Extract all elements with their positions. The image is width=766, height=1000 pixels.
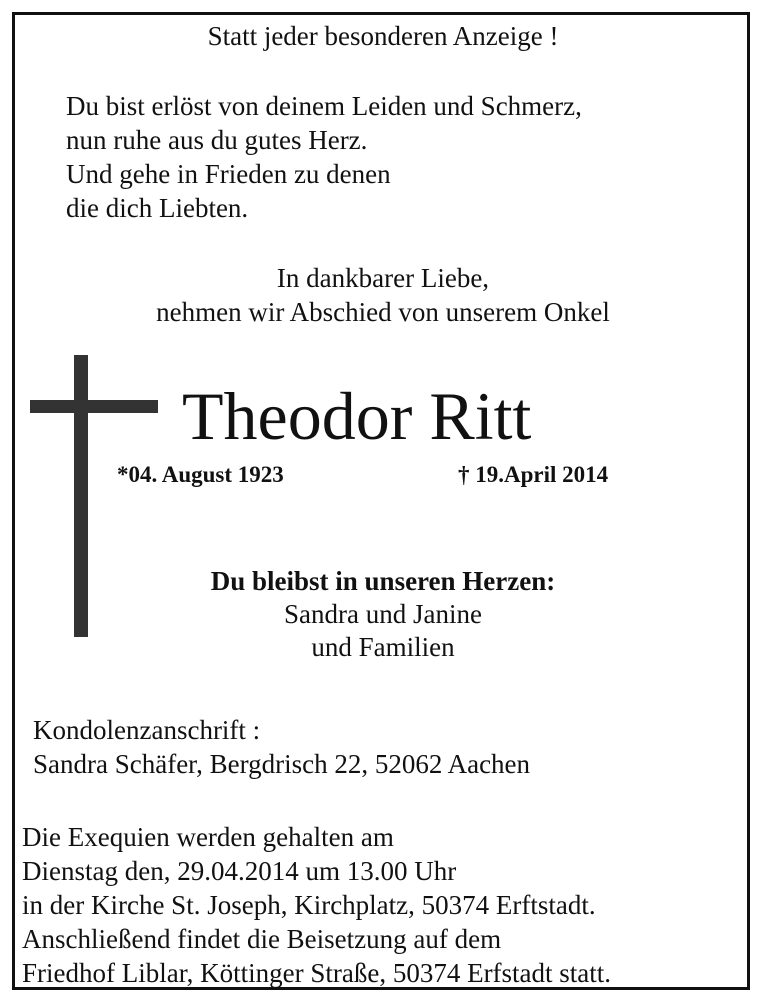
verse-block — [66, 89, 582, 225]
verse-line: Du bist erlöst von deinem Leiden und Schmerz, — [66, 91, 582, 121]
condolence-label: Kondolenzanschrift : — [33, 715, 261, 745]
intro-line: nehmen wir Abschied von unserem Onkel — [156, 297, 610, 327]
funeral-line: in der Kirche St. Joseph, Kirchplatz, 50374 Erftstadt. — [22, 890, 596, 920]
mourner-line: und Familien — [311, 632, 455, 662]
funeral-block — [22, 820, 611, 990]
deceased-name: Theodor Ritt — [182, 378, 532, 454]
cross-horizontal-beam — [30, 400, 158, 413]
remember-heading: Du bleibst in unseren Herzen: — [210, 566, 556, 596]
death-date: † 19.April 2014 — [458, 462, 609, 487]
intro-line: In dankbarer Liebe, — [276, 263, 490, 293]
verse-line: die dich Liebten. — [66, 193, 249, 223]
remember-block — [0, 564, 766, 663]
mourner-line: Sandra und Janine — [284, 599, 482, 629]
verse-line: Und gehe in Frieden zu denen — [66, 159, 391, 189]
funeral-line: Die Exequien werden gehalten am — [22, 822, 394, 852]
birth-date: *04. August 1923 — [117, 462, 284, 487]
funeral-line: Dienstag den, 29.04.2014 um 13.00 Uhr — [22, 856, 457, 886]
intro-block — [0, 261, 766, 329]
condolence-address: Sandra Schäfer, Bergdrisch 22, 52062 Aachen — [33, 749, 531, 779]
notice-header: Statt jeder besonderen Anzeige ! — [207, 21, 559, 51]
funeral-line: Anschließend findet die Beisetzung auf dem — [22, 924, 502, 954]
funeral-line: Friedhof Liblar, Köttinger Straße, 50374 Erfstadt statt. — [22, 958, 612, 988]
verse-line: nun ruhe aus du gutes Herz. — [66, 125, 368, 155]
condolence-block — [33, 713, 530, 781]
